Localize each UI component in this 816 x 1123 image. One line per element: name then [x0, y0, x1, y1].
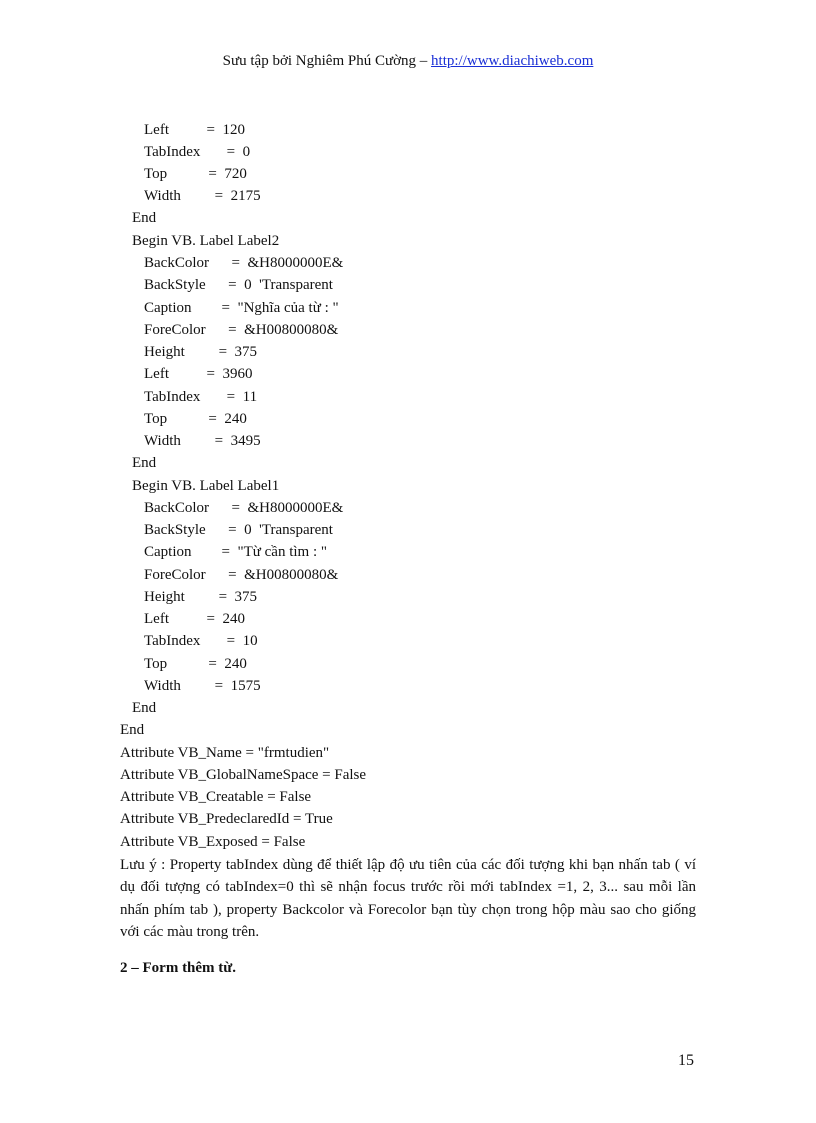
code-line: End: [120, 722, 145, 738]
code-line: Height = 375: [144, 344, 258, 360]
code-line: TabIndex = 10: [144, 633, 258, 649]
code-line: TabIndex = 0: [144, 144, 251, 160]
code-line: Left = 3960: [144, 366, 253, 382]
section-heading: 2 – Form thêm từ.: [120, 960, 237, 976]
code-line: Left = 240: [144, 611, 245, 627]
code-line: BackColor = &H8000000E&: [144, 255, 344, 271]
code-line: End: [132, 210, 157, 226]
code-line: Width = 1575: [144, 678, 261, 694]
code-line: Top = 240: [144, 656, 247, 672]
code-line: ForeColor = &H00800080&: [144, 567, 339, 583]
code-line: Top = 720: [144, 166, 247, 182]
code-line: Caption = "Nghĩa của từ : ": [144, 300, 339, 316]
code-line: Begin VB. Label Label1: [132, 478, 280, 494]
code-line: Attribute VB_GlobalNameSpace = False: [120, 767, 367, 783]
code-line: Attribute VB_PredeclaredId = True: [120, 811, 333, 827]
page-header: [0, 53, 816, 70]
code-line: End: [132, 700, 157, 716]
code-line: Attribute VB_Exposed = False: [120, 834, 306, 850]
code-line: End: [132, 455, 157, 471]
code-line: TabIndex = 11: [144, 389, 258, 405]
code-line: ForeColor = &H00800080&: [144, 322, 339, 338]
code-line: Left = 120: [144, 122, 245, 138]
code-line: Begin VB. Label Label2: [132, 233, 280, 249]
code-line: Top = 240: [144, 411, 247, 427]
code-line: Attribute VB_Name = "frmtudien": [120, 745, 330, 761]
header-text: Sưu tập bởi Nghiêm Phú Cường –: [222, 53, 432, 69]
code-line: Height = 375: [144, 589, 258, 605]
code-line: BackStyle = 0 'Transparent: [144, 522, 333, 538]
code-line: BackColor = &H8000000E&: [144, 500, 344, 516]
code-line: Width = 3495: [144, 433, 261, 449]
header-link[interactable]: http://www.diachiweb.com: [431, 53, 594, 69]
code-line: Caption = "Từ cần tìm : ": [144, 544, 327, 560]
code-line: Width = 2175: [144, 188, 261, 204]
code-line: Attribute VB_Creatable = False: [120, 789, 312, 805]
code-line: BackStyle = 0 'Transparent: [144, 277, 333, 293]
page-number: 15: [678, 1052, 694, 1069]
note-paragraph: Lưu ý : Property tabIndex dùng để thiết lập độ ưu tiên của các đối tượng khi bạn nhấn tab ( ví dụ đối tượng có tabIndex=0 thì sẽ nhận focus trước rồi mới tabIndex =1, 2, 3... sau mỗi lần nhấn phím tab ), property Backcolor và Forecolor bạn tùy chọn trong hộp màu sao cho giống với các màu trong trên.: [120, 857, 696, 940]
